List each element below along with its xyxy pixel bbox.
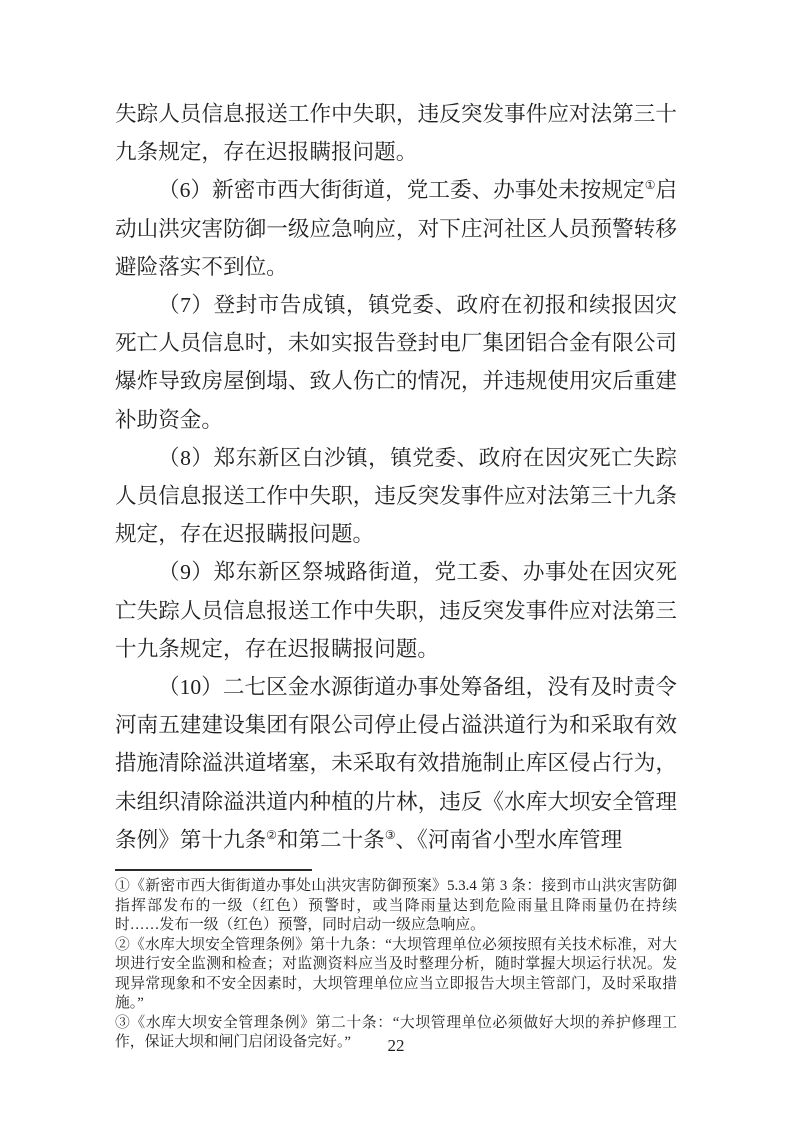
text-run: 启动山洪灾害防御一级应急响应，对下庄河社区人员预警转移避险落实不到位。 (115, 178, 677, 279)
text-run: 和第二十条 (276, 827, 385, 852)
footnote-item: ③《水库大坝安全管理条例》第二十条：“大坝管理单位必须做好大坝的养护修理工作，保证大坝和闸门启闭设备完好。” (115, 1014, 677, 1050)
body-paragraph (115, 286, 677, 439)
text-run: 、《河南省小型水库管理 (395, 827, 623, 852)
page-number: 22 (387, 1036, 405, 1055)
text-run: （7）登封市告成镇，镇党委、政府在初报和续报因灾死亡人员信息时，未如实报告登封电厂集团铝合金有限公司爆炸导致房屋倒塌、致人伤亡的情况，并违规使用灾后重建补助资金。 (115, 293, 677, 432)
body-text-block (115, 95, 677, 859)
text-run: （9）郑东新区祭城路街道，党工委、办事处在因灾死亡失踪人员信息报送工作中失职，违反突发事件应对法第三十九条规定，存在迟报瞒报问题。 (115, 560, 677, 661)
body-paragraph (115, 171, 677, 286)
body-paragraph (115, 95, 677, 171)
footnote-reference: ② (266, 827, 277, 842)
text-run: （8）郑东新区白沙镇，镇党委、政府在因灾死亡失踪人员信息报送工作中失职，违反突发事件应对法第三十九条规定，存在迟报瞒报问题。 (115, 445, 677, 547)
text-run: （6）新密市西大街街道，党工委、办事处未按规定 (158, 178, 645, 203)
text-run: 失踪人员信息报送工作中失职，违反突发事件应对法第三十九条规定，存在迟报瞒报问题。 (115, 102, 677, 165)
body-paragraph (115, 439, 677, 554)
text-run: （10）二七区金水源街道办事处筹备组，没有及时责令河南五建建设集团有限公司停止侵占溢洪道行为和采取有效措施清除溢洪道堵塞，未采取有效措施制止库区侵占行为，未组织清除溢洪道内种植的片林，违反《水库大坝安全管理条例》第十九条 (115, 675, 677, 852)
footnotes-block (115, 877, 677, 1053)
footnote-reference: ③ (384, 827, 396, 842)
footnote-separator (115, 869, 312, 871)
footnote-item: ②《水库大坝安全管理条例》第十九条：“大坝管理单位必须按照有关技术标准，对大坝进行安全监测和检查；对监测资料应当及时整理分析，随时掌握大坝运行状况。发现异常现象和不安全因素时，大坝管理单位应当立即报告大坝主管部门，及时采取措施。” (115, 936, 677, 1011)
footnote-item: ①《新密市西大街街道办事处山洪灾害防御预案》5.3.4 第 3 条：接到市山洪灾害防御指挥部发布的一级（红色）预警时，或当降雨量达到危险雨量且降雨量仍在持续时……发布一级（红色）预警，同时启动一级应急响应。 (115, 878, 677, 933)
body-paragraph (115, 553, 677, 668)
footnote-reference: ① (644, 178, 656, 193)
body-paragraph (115, 668, 677, 859)
